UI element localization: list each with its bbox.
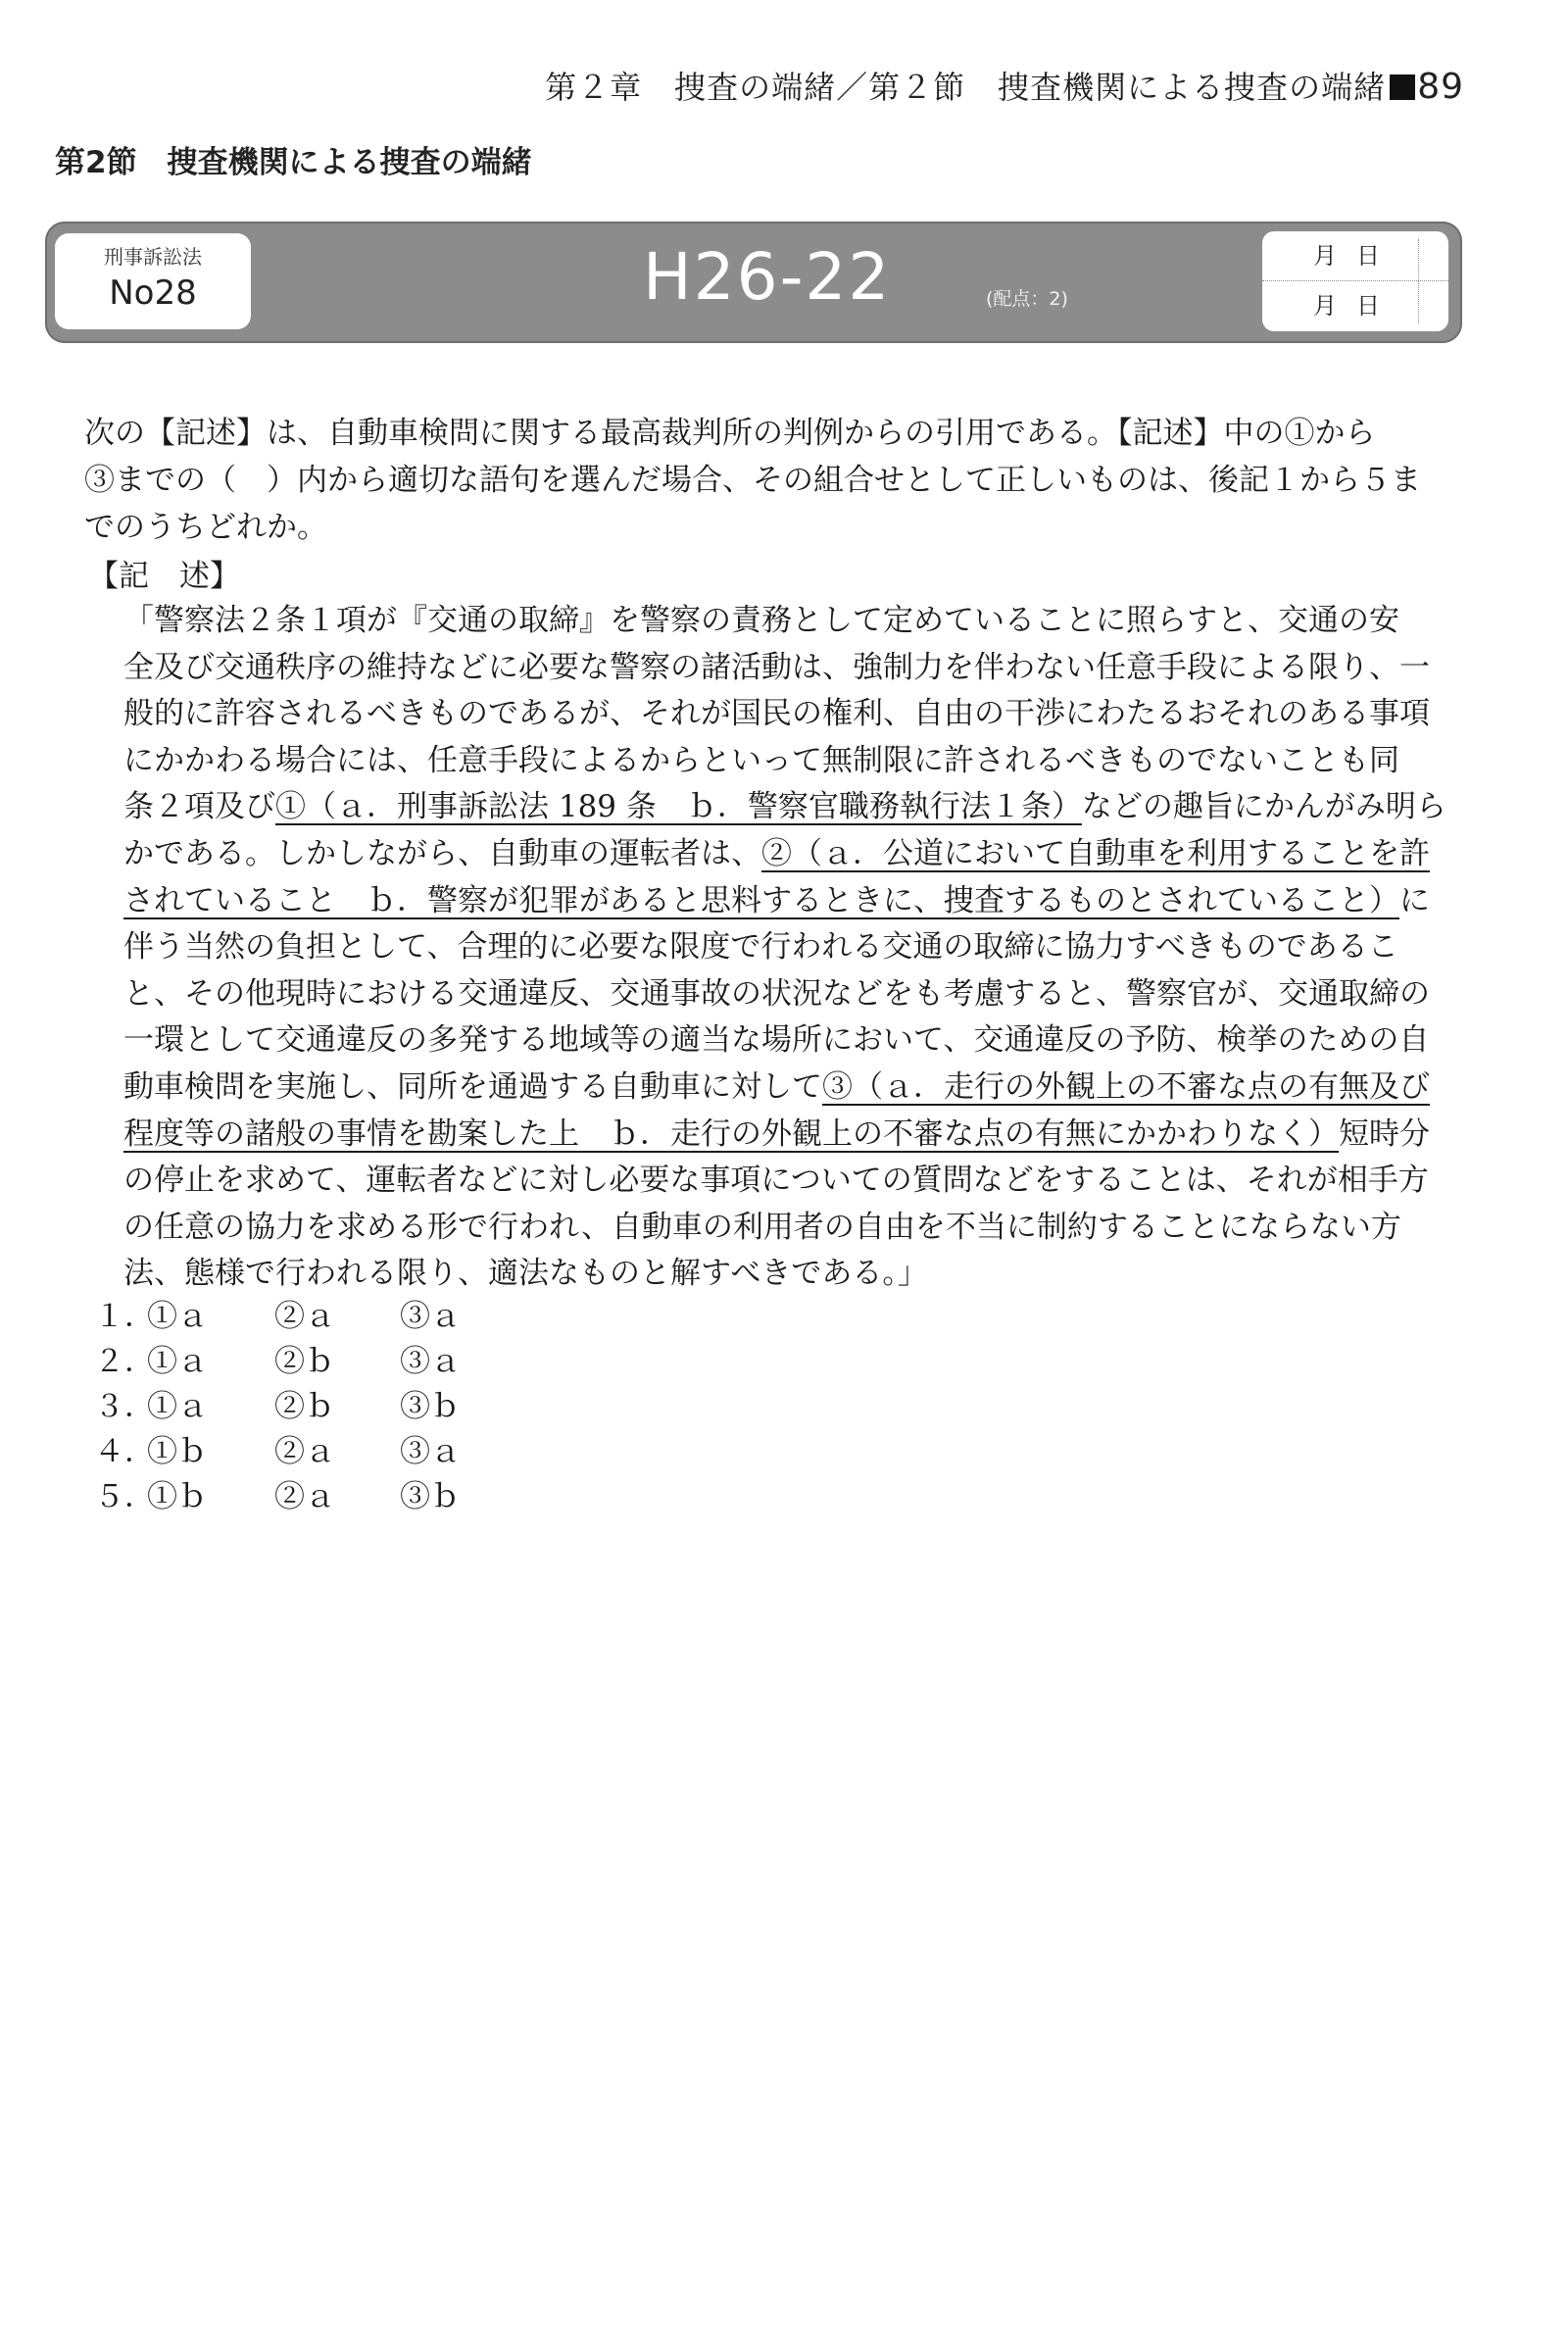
- blank-2-options-cont: されていること ｂ．警察が犯罪があると思料するときに、捜査するものとされていること）: [123, 882, 1399, 918]
- answer-choice: [94, 1474, 461, 1519]
- question-text: [84, 410, 1470, 551]
- passage-line: [123, 1112, 1476, 1159]
- subject-box: [55, 233, 251, 329]
- running-header: [545, 63, 1464, 108]
- passage-line: [123, 878, 1476, 925]
- choice-option: ②ｂ: [274, 1344, 335, 1379]
- page-number: 89: [1417, 67, 1464, 107]
- choice-number: １．: [94, 1299, 155, 1334]
- passage-text-segment: 短時分: [1339, 1115, 1430, 1152]
- blank-1-options: ①（ａ．刑事訴訟法 189 条 ｂ．警察官職務執行法１条）: [275, 789, 1082, 825]
- answer-choices: [94, 1294, 461, 1519]
- answer-choice: [94, 1294, 461, 1339]
- passage-text-segment: かである。しかしながら、自動車の運転者は、: [123, 835, 761, 871]
- choice-option: ②ａ: [274, 1299, 335, 1334]
- passage-text-segment: などの趣旨にかんがみ明ら: [1081, 789, 1446, 825]
- answer-choice: [94, 1339, 461, 1384]
- answer-choice: [94, 1384, 461, 1429]
- passage-line: 伴う当然の負担として、合理的に必要な限度で行われる交通の取締に協力すべきものであるこ: [123, 929, 1398, 966]
- choice-number: ３．: [94, 1389, 155, 1424]
- choice-option: ②ｂ: [274, 1389, 335, 1424]
- passage-line: 全及び交通秩序の維持などに必要な警察の諸活動は、強制力を伴わない任意手段による限り、一: [123, 649, 1430, 685]
- passage-line: 法、態様で行われる限り、適法なものと解すべきである。」: [123, 1256, 928, 1292]
- passage-heading: 【記 述】: [88, 559, 240, 594]
- choice-option: ②ａ: [274, 1434, 335, 1469]
- question-line: ③までの（ ）内から適切な語句を選んだ場合、その組合せとして正しいものは、後記１から５ま: [84, 463, 1421, 498]
- date-row: 月日: [1262, 280, 1448, 330]
- question-code: H26-22: [643, 239, 892, 315]
- section-title: 第2節 捜査機関による捜査の端緒: [55, 145, 532, 180]
- subject-label: 刑事訴訟法: [104, 245, 202, 269]
- choice-option: ③ａ: [400, 1434, 461, 1469]
- choice-number: ５．: [94, 1479, 155, 1514]
- passage-line: [123, 784, 1476, 831]
- passage-text-segment: 動車検問を実施し、同所を通過する自動車に対して: [123, 1068, 822, 1105]
- black-square-icon: [1390, 74, 1415, 100]
- choice-option: ②ａ: [274, 1479, 335, 1514]
- passage-text-segment: に: [1399, 882, 1430, 918]
- blank-3-options: ③（ａ．走行の外観上の不審な点の有無及び: [822, 1068, 1430, 1105]
- choice-option: ③ｂ: [400, 1479, 461, 1514]
- question-points: (配点：2): [986, 288, 1068, 310]
- question-line: でのうちどれか。: [84, 510, 327, 545]
- passage-line: [123, 831, 1476, 878]
- date-divider: [1418, 239, 1419, 323]
- running-header-chapter: 第２章 捜査の端緒／第２節 捜査機関による捜査の端緒: [545, 69, 1387, 106]
- choice-option: ①ｂ: [147, 1434, 208, 1469]
- choice-option: ①ｂ: [147, 1479, 208, 1514]
- choice-option: ①ａ: [147, 1389, 208, 1424]
- passage-line: にかかわる場合には、任意手段によるからといって無制限に許されるべきものでないことも同: [123, 742, 1399, 778]
- date-row: 月日: [1313, 242, 1399, 270]
- blank-2-options: ②（ａ．公道において自動車を利用することを許: [761, 835, 1430, 871]
- choice-number: ２．: [94, 1344, 155, 1379]
- question-header-banner: [45, 222, 1462, 343]
- passage-text: [123, 598, 1476, 1298]
- passage-line: と、その他現時における交通違反、交通事故の状況などをも考慮すると、警察官が、交通取締の: [123, 975, 1430, 1012]
- passage-text-segment: 条２項及び: [123, 789, 275, 825]
- passage-line: [123, 1065, 1476, 1112]
- passage-line: 般的に許容されるべきものであるが、それが国民の権利、自由の干渉にわたるおそれのある事項: [123, 696, 1430, 732]
- choice-option: ③ａ: [400, 1344, 461, 1379]
- blank-3-options-cont: 程度等の諸般の事情を勘案した上 ｂ．走行の外観上の不審な点の有無にかかわりなく）: [123, 1115, 1339, 1152]
- choice-option: ③ｂ: [400, 1389, 461, 1424]
- passage-line: 一環として交通違反の多発する地域等の適当な場所において、交通違反の予防、検挙のための自: [123, 1022, 1430, 1059]
- passage-line: の停止を求めて、運転者などに対し必要な事項についての質問などをすることは、それが相手方: [123, 1163, 1429, 1199]
- passage-line: 「警察法２条１項が『交通の取締』を警察の責務として定めていることに照らすと、交通の安: [123, 603, 1399, 638]
- choice-option: ①ａ: [147, 1299, 208, 1334]
- study-date-box: [1262, 231, 1448, 331]
- question-line: 次の【記述】は、自動車検問に関する最高裁判所の判例からの引用である。【記述】中の①から: [84, 416, 1376, 451]
- choice-number: ４．: [94, 1434, 155, 1469]
- choice-option: ①ａ: [147, 1344, 208, 1379]
- choice-option: ③ａ: [400, 1299, 461, 1334]
- answer-choice: [94, 1429, 461, 1474]
- question-number: No28: [109, 273, 197, 313]
- passage-line: の任意の協力を求める形で行われ、自動車の利用者の自由を不当に制約することにならない方: [123, 1209, 1401, 1245]
